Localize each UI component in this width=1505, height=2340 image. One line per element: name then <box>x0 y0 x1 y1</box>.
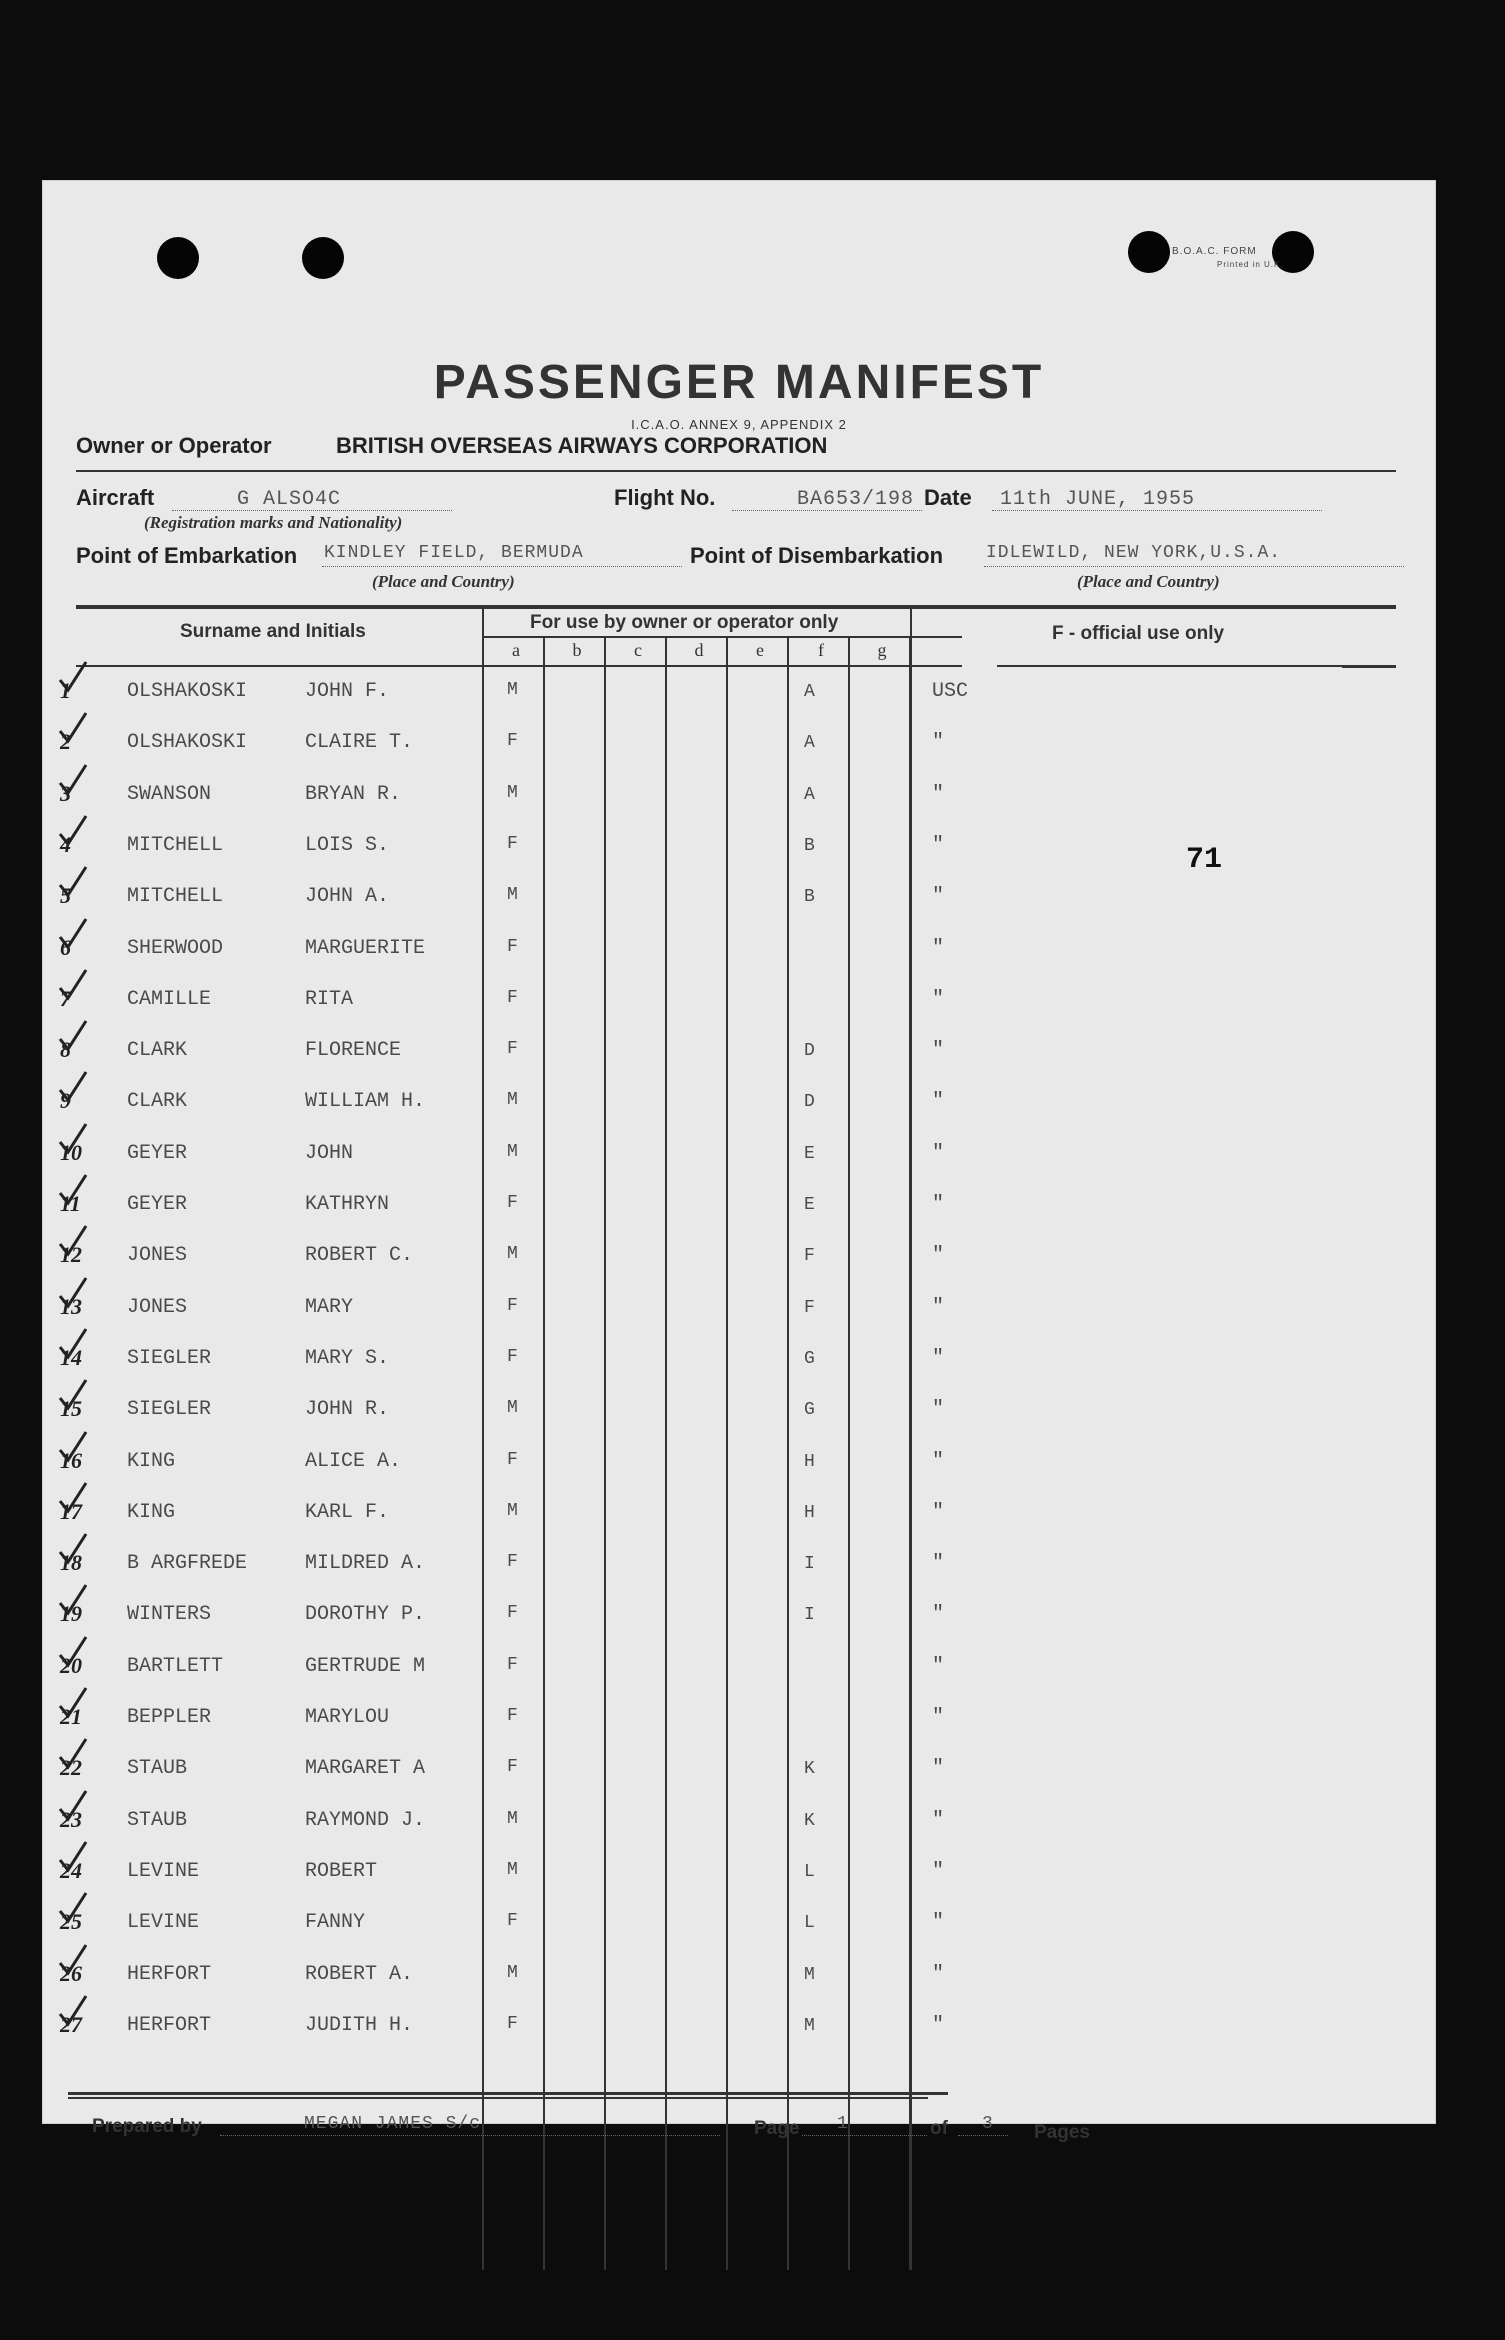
surname: OLSHAKOSKI <box>127 731 248 755</box>
table-row <box>42 1440 1436 1491</box>
official-use-value: " <box>932 1141 945 1165</box>
owner-use-header: For use by owner or operator only <box>530 612 839 633</box>
col-f-value: L <box>804 1861 815 1882</box>
given-names: DOROTHY P. <box>305 1603 426 1627</box>
manifest-sheet <box>42 180 1436 2143</box>
page-line <box>802 2135 927 2136</box>
embarkation-note: (Place and Country) <box>372 572 515 591</box>
col-letter-g: g <box>877 640 887 660</box>
col-f-value: F <box>804 1297 815 1318</box>
col-letter-f: f <box>818 640 824 660</box>
aircraft-line <box>172 510 452 511</box>
surname: SHERWOOD <box>127 936 224 960</box>
row-number: 16 <box>60 1447 82 1473</box>
check-mark-icon <box>56 1686 90 1720</box>
row-number: 22 <box>60 1755 82 1781</box>
surname: HERFORT <box>127 1962 212 1986</box>
official-header-rule <box>997 665 1387 667</box>
table-row <box>42 721 1436 772</box>
check-mark-icon <box>56 917 90 951</box>
check-mark-icon <box>56 1019 90 1053</box>
table-row <box>42 1901 1436 1952</box>
col-a-value: F <box>507 1346 518 1367</box>
col-a-value: F <box>507 1039 518 1060</box>
given-names: MARGARET A <box>305 1757 426 1781</box>
surname: STAUB <box>127 1808 188 1832</box>
check-mark-icon <box>56 1635 90 1669</box>
surname: KING <box>127 1449 176 1473</box>
given-names: ALICE A. <box>305 1449 402 1473</box>
table-row <box>42 1234 1436 1285</box>
col-f-value: K <box>804 1810 815 1831</box>
aircraft-note: (Registration marks and Nationality) <box>144 513 403 532</box>
given-names: MARY <box>305 1295 354 1319</box>
surname: KING <box>127 1500 176 1524</box>
given-names: LOIS S. <box>305 833 390 857</box>
col-a-value: M <box>507 885 518 906</box>
official-use-value: " <box>932 987 945 1011</box>
surname: GEYER <box>127 1193 188 1216</box>
official-use-value: " <box>932 1706 945 1729</box>
given-names: KATHRYN <box>305 1193 390 1216</box>
col-letter-c: c <box>634 640 642 660</box>
owner-label: Owner or Operator <box>76 433 272 458</box>
given-names: MILDRED A. <box>305 1552 426 1576</box>
check-mark-icon <box>56 1481 90 1515</box>
surname: CLARK <box>127 1090 188 1114</box>
page-label: Page <box>754 2118 800 2139</box>
row-number: 2 <box>60 729 71 755</box>
col-f-value: G <box>804 1400 815 1421</box>
check-mark-icon <box>56 1789 90 1823</box>
col-a-value: F <box>507 1757 518 1778</box>
surname: B ARGFREDE <box>127 1552 248 1576</box>
aircraft-value: G ALSO4C <box>237 488 342 511</box>
row-number: 10 <box>60 1139 82 1165</box>
given-names: JUDITH H. <box>305 2013 414 2037</box>
official-use-value: " <box>932 885 945 909</box>
official-use-value: " <box>932 1808 945 1832</box>
col-a-value: F <box>507 1295 518 1316</box>
col-a-value: F <box>507 1552 518 1573</box>
col-a-value: F <box>507 1603 518 1624</box>
table-bottom-rule <box>68 2092 948 2095</box>
row-number: 18 <box>60 1550 82 1576</box>
col-a-value: F <box>507 1911 518 1932</box>
check-mark-icon <box>56 1070 90 1104</box>
surname: LEVINE <box>127 1911 200 1935</box>
table-row <box>42 978 1436 1029</box>
check-mark-icon <box>56 1276 90 1310</box>
date-label: Date <box>924 485 972 510</box>
disembarkation-note: (Place and Country) <box>1077 572 1220 591</box>
col-a-value: F <box>507 833 518 854</box>
col-a-value: M <box>507 782 518 803</box>
prepared-by-value: MEGAN JAMES S/c <box>304 2114 482 2134</box>
punch-hole-3 <box>1128 231 1170 273</box>
given-names: GERTRUDE M <box>305 1654 426 1678</box>
surname: SIEGLER <box>127 1346 212 1370</box>
given-names: MARYLOU <box>305 1706 390 1729</box>
of-label: of <box>930 2118 948 2139</box>
official-use-value: " <box>932 936 945 960</box>
col-f-value: M <box>804 1964 815 1985</box>
col-a-value: M <box>507 1244 518 1265</box>
surname: BEPPLER <box>127 1706 212 1729</box>
col-a-value: F <box>507 936 518 957</box>
table-row <box>42 773 1436 824</box>
check-mark-icon <box>56 814 90 848</box>
punch-hole-1 <box>157 237 199 279</box>
col-a-value: F <box>507 2013 518 2034</box>
col-f-value: D <box>804 1041 815 1062</box>
owner-rule <box>76 470 1396 472</box>
table-row <box>42 670 1436 721</box>
surname: HERFORT <box>127 2013 212 2037</box>
check-mark-icon <box>56 865 90 899</box>
col-a-value: M <box>507 680 518 700</box>
table-row <box>42 2004 1436 2055</box>
table-row <box>42 1593 1436 1644</box>
check-mark-icon <box>56 660 90 694</box>
disembarkation-line <box>984 566 1404 567</box>
row-number: 21 <box>60 1704 82 1729</box>
surname: STAUB <box>127 1757 188 1781</box>
row-number: 3 <box>60 780 71 806</box>
col-a-value: F <box>507 1449 518 1470</box>
check-mark-icon <box>56 1122 90 1156</box>
col-letter-a: a <box>512 640 520 660</box>
disembarkation-value: IDLEWILD, NEW YORK,U.S.A. <box>986 543 1282 563</box>
row-number: 5 <box>60 883 71 909</box>
table-bottom-rule-2 <box>68 2097 928 2099</box>
pages-label: Pages <box>1034 2122 1090 2143</box>
of-line <box>958 2135 1008 2136</box>
aircraft-label: Aircraft <box>76 485 155 510</box>
table-row <box>42 1747 1436 1798</box>
col-f-value: H <box>804 1502 815 1523</box>
of-value: 3 <box>982 2114 994 2134</box>
given-names: WILLIAM H. <box>305 1090 426 1114</box>
official-use-value: " <box>932 1244 945 1268</box>
official-use-value: " <box>932 833 945 857</box>
table-row <box>42 1645 1436 1696</box>
row-number: 11 <box>60 1191 81 1216</box>
official-use-value: " <box>932 1757 945 1781</box>
table-row <box>42 824 1436 875</box>
col-f-value: B <box>804 887 815 908</box>
col-a-value: F <box>507 731 518 752</box>
official-use-value: " <box>932 1090 945 1114</box>
official-use-value: USC <box>932 680 969 703</box>
embarkation-line <box>322 566 682 567</box>
table-top-rule <box>76 605 1396 609</box>
official-use-value: " <box>932 782 945 806</box>
col-a-value: M <box>507 1141 518 1162</box>
owner-value: BRITISH OVERSEAS AIRWAYS CORPORATION <box>336 433 828 458</box>
given-names: KARL F. <box>305 1500 390 1524</box>
surname: JONES <box>127 1295 188 1319</box>
col-f-value: D <box>804 1092 815 1113</box>
official-use-value: " <box>932 1962 945 1986</box>
surname: OLSHAKOSKI <box>127 680 248 703</box>
given-names: MARGUERITE <box>305 936 426 960</box>
table-row <box>42 1491 1436 1542</box>
col-a-value: F <box>507 1654 518 1675</box>
embarkation-value: KINDLEY FIELD, BERMUDA <box>324 543 584 563</box>
col-f-value: E <box>804 1143 815 1164</box>
official-use-value: " <box>932 1039 945 1063</box>
col-f-value: H <box>804 1451 815 1472</box>
row-number: 26 <box>60 1960 82 1986</box>
surname: MITCHELL <box>127 833 224 857</box>
col-f-value: L <box>804 1913 815 1934</box>
surname: GEYER <box>127 1141 188 1165</box>
surname-header: Surname and Initials <box>180 621 366 642</box>
surname: BARTLETT <box>127 1654 224 1678</box>
col-f-value: A <box>804 682 815 702</box>
check-mark-icon <box>56 763 90 797</box>
col-a-value: F <box>507 1706 518 1726</box>
col-f-value: A <box>804 784 815 805</box>
surname: WINTERS <box>127 1603 212 1627</box>
page-title: PASSENGER MANIFEST <box>433 356 1045 409</box>
page-subtitle: I.C.A.O. ANNEX 9, APPENDIX 2 <box>631 417 847 432</box>
official-use-header: F - official use only <box>1052 623 1225 644</box>
check-mark-icon <box>56 1840 90 1874</box>
table-row <box>42 1696 1436 1747</box>
official-use-value: " <box>932 1295 945 1319</box>
table-row <box>42 1799 1436 1850</box>
stamp-number: 71 <box>1186 843 1223 877</box>
given-names: FLORENCE <box>305 1039 402 1063</box>
surname: MITCHELL <box>127 885 224 909</box>
given-names: ROBERT <box>305 1859 378 1883</box>
check-mark-icon <box>56 1430 90 1464</box>
surname: SIEGLER <box>127 1398 212 1422</box>
row-number: 13 <box>60 1293 82 1319</box>
disembarkation-label: Point of Disembarkation <box>690 543 944 568</box>
col-a-value: M <box>507 1859 518 1880</box>
owner-use-sub-rule <box>482 636 962 638</box>
official-use-value: " <box>932 1911 945 1935</box>
col-a-value: M <box>507 1398 518 1419</box>
official-use-value: " <box>932 2013 945 2037</box>
table-row <box>42 927 1436 978</box>
table-row <box>42 1953 1436 2004</box>
col-letter-b: b <box>572 640 582 660</box>
official-header-rule-end <box>1342 665 1396 668</box>
col-f-value: F <box>804 1246 815 1267</box>
check-mark-icon <box>56 1532 90 1566</box>
row-number: 8 <box>60 1037 71 1063</box>
col-f-value: B <box>804 835 815 856</box>
page-value: 1 <box>837 2114 849 2134</box>
given-names: ROBERT A. <box>305 1962 414 1986</box>
table-row <box>42 1132 1436 1183</box>
row-number: 27 <box>60 2011 82 2037</box>
check-mark-icon <box>56 1994 90 2028</box>
header-bottom-rule <box>76 665 962 667</box>
col-letter-e: e <box>756 640 764 660</box>
given-names: BRYAN R. <box>305 782 402 806</box>
row-number: 25 <box>60 1909 82 1935</box>
row-number: 17 <box>60 1498 82 1524</box>
table-row <box>42 1183 1436 1234</box>
given-names: FANNY <box>305 1911 366 1935</box>
col-a-value: M <box>507 1808 518 1829</box>
form-reference-sub: Printed in U.K. <box>1217 260 1284 269</box>
official-use-value: " <box>932 1603 945 1627</box>
check-mark-icon <box>56 1891 90 1925</box>
col-f-value: I <box>804 1605 815 1626</box>
surname: CAMILLE <box>127 987 212 1011</box>
official-use-value: " <box>932 731 945 755</box>
col-f-value: A <box>804 733 815 754</box>
table-row <box>42 1029 1436 1080</box>
col-f-value: M <box>804 2015 815 2036</box>
table-row <box>42 1337 1436 1388</box>
given-names: RITA <box>305 987 354 1011</box>
table-row <box>42 1080 1436 1131</box>
col-a-value: F <box>507 1193 518 1213</box>
col-f-value: K <box>804 1759 815 1780</box>
check-mark-icon <box>56 1378 90 1412</box>
official-use-value: " <box>932 1193 945 1216</box>
flight-line <box>732 510 922 511</box>
surname: LEVINE <box>127 1859 200 1883</box>
given-names: CLAIRE T. <box>305 731 414 755</box>
given-names: JOHN F. <box>305 680 390 703</box>
table-row <box>42 1850 1436 1901</box>
flight-value: BA653/198 <box>797 488 915 511</box>
given-names: RAYMOND J. <box>305 1808 426 1832</box>
given-names: JOHN <box>305 1141 354 1165</box>
date-line <box>992 510 1322 511</box>
surname: CLARK <box>127 1039 188 1063</box>
table-row <box>42 1542 1436 1593</box>
row-number: 19 <box>60 1601 82 1627</box>
official-use-value: " <box>932 1654 945 1678</box>
official-use-value: " <box>932 1552 945 1576</box>
row-number: 24 <box>60 1857 82 1883</box>
row-number: 15 <box>60 1396 82 1422</box>
row-number: 7 <box>60 985 71 1011</box>
check-mark-icon <box>56 711 90 745</box>
row-number: 9 <box>60 1088 71 1114</box>
row-number: 12 <box>60 1242 82 1268</box>
check-mark-icon <box>56 1327 90 1361</box>
surname: JONES <box>127 1244 188 1268</box>
check-mark-icon <box>56 1173 90 1207</box>
prepared-by-line <box>220 2135 720 2136</box>
check-mark-icon <box>56 1737 90 1771</box>
col-a-value: F <box>507 987 518 1008</box>
col-f-value: I <box>804 1554 815 1575</box>
official-use-value: " <box>932 1398 945 1422</box>
check-mark-icon <box>56 1224 90 1258</box>
check-mark-icon <box>56 968 90 1002</box>
official-use-value: " <box>932 1500 945 1524</box>
col-f-value: E <box>804 1195 815 1215</box>
col-f-value: G <box>804 1348 815 1369</box>
col-a-value: M <box>507 1090 518 1111</box>
col-a-value: M <box>507 1962 518 1983</box>
embarkation-label: Point of Embarkation <box>76 543 298 568</box>
row-number: 6 <box>60 934 71 960</box>
check-mark-icon <box>56 1943 90 1977</box>
given-names: ROBERT C. <box>305 1244 414 1268</box>
surname: SWANSON <box>127 782 212 806</box>
given-names: JOHN R. <box>305 1398 390 1422</box>
row-number: 1 <box>60 678 71 703</box>
punch-hole-2 <box>302 237 344 279</box>
col-a-value: M <box>507 1500 518 1521</box>
prepared-by-label: Prepared by <box>92 2116 202 2137</box>
form-reference: B.O.A.C. FORM <box>1172 246 1257 257</box>
check-mark-icon <box>56 1583 90 1617</box>
table-row <box>42 875 1436 926</box>
flight-label: Flight No. <box>614 485 716 510</box>
table-row <box>42 1286 1436 1337</box>
row-number: 23 <box>60 1806 82 1832</box>
row-number: 4 <box>60 831 71 857</box>
row-number: 20 <box>60 1652 82 1678</box>
official-use-value: " <box>932 1346 945 1370</box>
date-value: 11th JUNE, 1955 <box>1000 488 1196 511</box>
col-letter-d: d <box>694 640 704 660</box>
row-number: 14 <box>60 1344 82 1370</box>
given-names: MARY S. <box>305 1346 390 1370</box>
given-names: JOHN A. <box>305 885 390 909</box>
table-row <box>42 1388 1436 1439</box>
official-use-value: " <box>932 1449 945 1473</box>
official-use-value: " <box>932 1859 945 1883</box>
